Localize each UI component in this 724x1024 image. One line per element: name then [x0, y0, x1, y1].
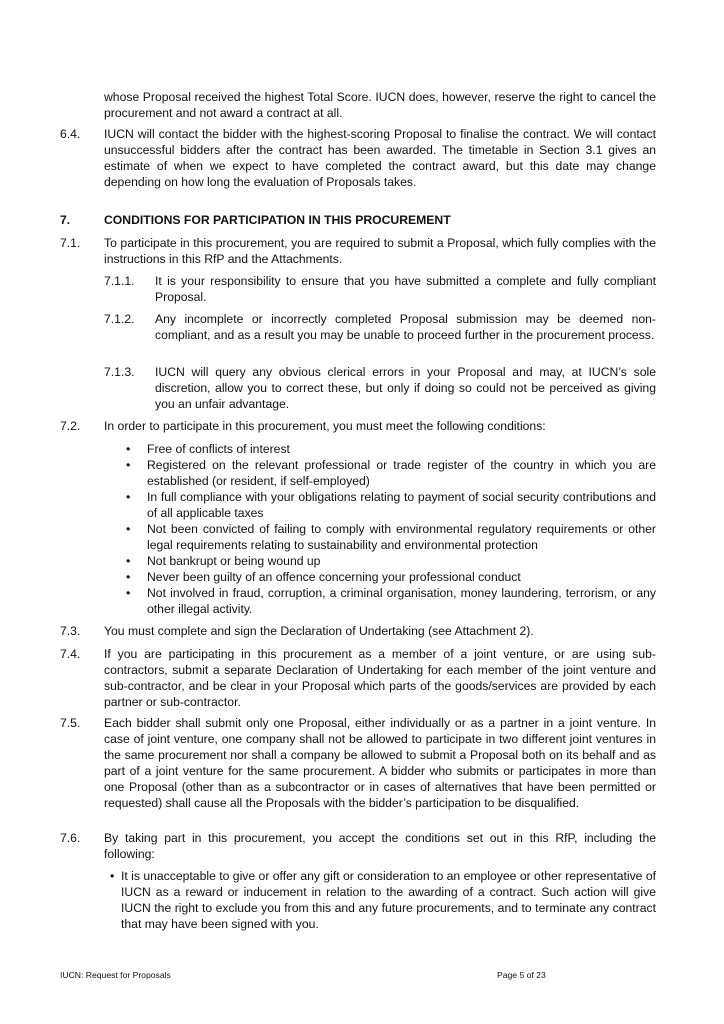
footer-page-number: Page 5 of 23: [497, 970, 546, 980]
list-item: • Not bankrupt or being wound up: [120, 553, 656, 569]
list-item: • Free of conflicts of interest: [120, 441, 656, 457]
section-7-1-1-text: It is your responsibility to ensure that you have submitted a complete and fully compliant Proposal.: [155, 274, 656, 304]
section-7-title: CONDITIONS FOR PARTICIPATION IN THIS PROCUREMENT: [104, 213, 451, 227]
list-item: • It is unacceptable to give or offer any gift or consideration to an employee or other representative of IUCN as a reward or inducement in relation to the awarding of a contract. Such action will give IUCN the right to exclude you from this and any future procurements, and to terminate any contract that may have been signed with you.: [104, 868, 656, 932]
section-7-1-2-text: Any incomplete or incorrectly completed Proposal submission may be deemed non-compliant, and as a result you may be unable to proceed further in the procurement process.: [155, 312, 656, 342]
section-number-6-4: 6.4.: [60, 127, 81, 141]
section-7-6-text: By taking part in this procurement, you accept the conditions set out in this RfP, including the following:: [104, 831, 656, 861]
section-number-7-5: 7.5.: [60, 716, 81, 730]
section-number-7-1-2: 7.1.2.: [104, 312, 135, 326]
list-item: • In full compliance with your obligations relating to payment of social security contributions and of all applicable taxes: [120, 489, 656, 521]
conditions-list: [104, 868, 656, 932]
section-7-3-text: You must complete and sign the Declaration of Undertaking (see Attachment 2).: [104, 624, 534, 638]
list-item: • Not involved in fraud, corruption, a criminal organisation, money laundering, terrorism, or any other illegal activity.: [120, 585, 656, 617]
section-number-7-2: 7.2.: [60, 419, 81, 433]
section-6-4-text: IUCN will contact the bidder with the highest-scoring Proposal to finalise the contract. We will contact unsuccessful bidders after the contract has been awarded. The timetable in Section 3.1 gives an estimate of when we expect to have completed the contract award, but this date may change depending on how long the evaluation of Proposals takes.: [104, 127, 656, 189]
section-number-7-1: 7.1.: [60, 236, 81, 250]
section-number-7-1-1: 7.1.1.: [104, 274, 135, 288]
section-number-7-4: 7.4.: [60, 647, 81, 661]
section-number-7-3: 7.3.: [60, 624, 81, 638]
section-7-5-text: Each bidder shall submit only one Proposal, either individually or as a partner in a joint venture. In case of joint venture, one company shall not be allowed to participate in two different joint ventures in the same procurement nor shall a company be allowed to submit a Proposal both on its behalf and as part of a joint venture for the same procurement. A bidder who submits or participates in more than one Proposal (other than as a subcontractor or in cases of alternatives that have been permitted or requested) shall cause all the Proposals with the bidder’s participation to be disqualified.: [104, 716, 656, 810]
list-item: • Registered on the relevant professional or trade register of the country in which you are established (or resident, if self-employed): [120, 457, 656, 489]
section-number-7-6: 7.6.: [60, 831, 81, 845]
list-item: • Not been convicted of failing to comply with environmental regulatory requirements or other legal requirements relating to sustainability and environmental protection: [120, 521, 656, 553]
section-number-7: 7.: [60, 213, 71, 227]
list-item: • Never been guilty of an offence concerning your professional conduct: [120, 569, 656, 585]
intro-paragraph: whose Proposal received the highest Total Score. IUCN does, however, reserve the right to cancel the procurement and not award a contract at all.: [104, 90, 656, 120]
participation-conditions-list: [120, 441, 656, 617]
section-7-2-text: In order to participate in this procurement, you must meet the following conditions:: [104, 419, 546, 433]
section-7-1-3-text: IUCN will query any obvious clerical errors in your Proposal and may, at IUCN’s sole discretion, allow you to correct these, but only if doing so could not be perceived as giving you an unfair advantage.: [155, 365, 656, 411]
footer-document-title: IUCN: Request for Proposals: [60, 970, 171, 980]
section-7-4-text: If you are participating in this procurement as a member of a joint venture, or are using sub-contractors, submit a separate Declaration of Undertaking for each member of the joint venture and sub-contractor, and be clear in your Proposal which parts of the goods/services are provided by each partner or sub-contractor.: [104, 647, 656, 709]
section-number-7-1-3: 7.1.3.: [104, 365, 135, 379]
section-7-1-text: To participate in this procurement, you are required to submit a Proposal, which fully complies with the instructions in this RfP and the Attachments.: [104, 236, 656, 266]
